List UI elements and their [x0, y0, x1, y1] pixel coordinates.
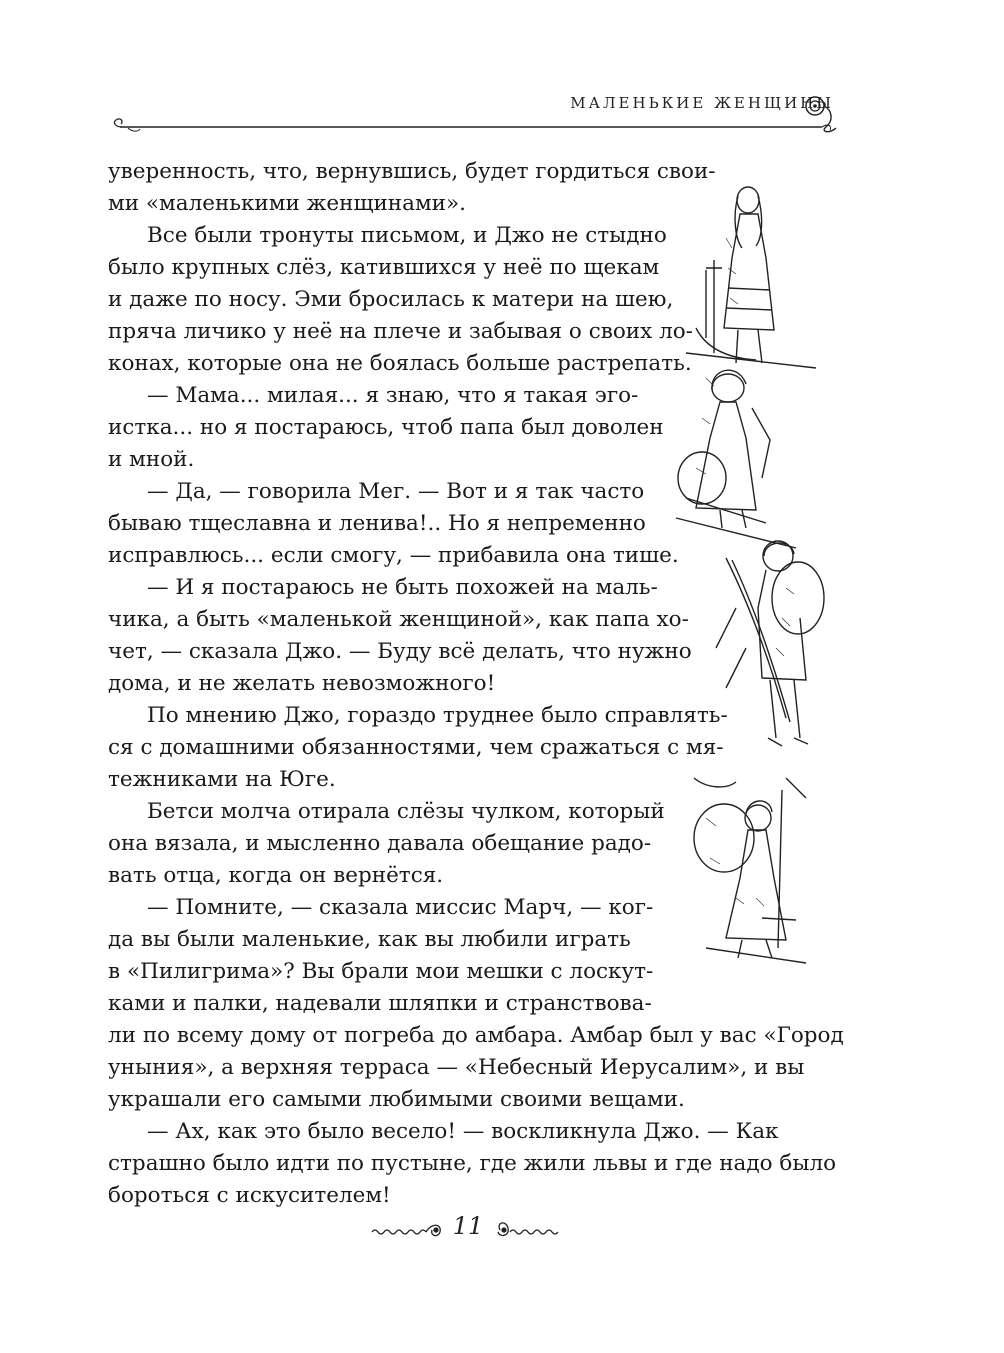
text-line: — Мама... милая... я знаю, что я такая эго-: [147, 383, 639, 408]
text-line: — Да, — говорила Мег. — Вот и я так часто: [147, 479, 645, 504]
text-line: и даже по носу. Эми бросилась к матери на шею,: [108, 287, 674, 312]
text-line: тежниками на Юге.: [108, 767, 336, 792]
text-line: да вы были маленькие, как вы любили играть: [108, 927, 631, 952]
text-line: исправлюсь... если смогу, — прибавила она тише.: [108, 543, 679, 568]
page-number: 11: [452, 1212, 484, 1240]
text-line: пряча личико у неё на плече и забывая о своих ло-: [108, 319, 693, 344]
text-line: чика, а быть «маленькой женщиной», как папа хо-: [108, 607, 689, 632]
text-line: чет, — сказала Джо. — Буду всё делать, что нужно: [108, 639, 692, 664]
text-line: уныния», а верхняя терраса — «Небесный Иерусалим», и вы: [108, 1055, 805, 1080]
page-footer: [0, 1200, 1004, 1260]
text-line: бываю тщеславна и ленива!.. Но я непременно: [108, 511, 646, 536]
text-line: — И я постараюсь не быть похожей на маль-: [147, 575, 658, 600]
text-line: истка... но я постараюсь, чтоб папа был доволен: [108, 415, 664, 440]
text-line: По мнению Джо, гораздо труднее было справлять-: [147, 703, 728, 728]
text-line: Все были тронуты письмом, и Джо не стыдно: [147, 223, 667, 248]
text-line: и мной.: [108, 447, 195, 472]
text-line: ли по всему дому от погреба до амбара. Амбар был у вас «Город: [108, 1023, 844, 1048]
text-line: дома, и не желать невозможного!: [108, 671, 496, 696]
text-line: ми «маленькими женщинами».: [108, 191, 466, 216]
text-line: вать отца, когда он вернётся.: [108, 863, 444, 888]
running-title: МАЛЕНЬКИЕ ЖЕНЩИНЫ: [570, 94, 834, 112]
text-line: ся с домашними обязанностями, чем сражаться с мя-: [108, 735, 724, 760]
text-line: в «Пилигрима»? Вы брали мои мешки с лоскут-: [108, 959, 654, 984]
text-line: было крупных слёз, катившихся у неё по щекам: [108, 255, 660, 280]
text-line: она вязала, и мысленно давала обещание радо-: [108, 831, 652, 856]
text-line: — Ах, как это было весело! — воскликнула Джо. — Как: [147, 1119, 779, 1144]
text-line: конах, которые она не боялась больше растрепать.: [108, 351, 692, 376]
text-line: Бетси молча отирала слёзы чулком, который: [147, 799, 665, 824]
text-line: ками и палки, надевали шляпки и странствова-: [108, 991, 652, 1016]
text-line: — Помните, — сказала миссис Марч, — ког-: [147, 895, 654, 920]
text-line: украшали его самыми любимыми своими вещами.: [108, 1087, 685, 1112]
text-line: уверенность, что, вернувшись, будет гордиться свои-: [108, 159, 716, 184]
footer-ornament-icon: [0, 1200, 1004, 1260]
text-line: бороться с искусителем!: [108, 1183, 391, 1208]
text-line: страшно было идти по пустыне, где жили львы и где надо было: [108, 1151, 837, 1176]
